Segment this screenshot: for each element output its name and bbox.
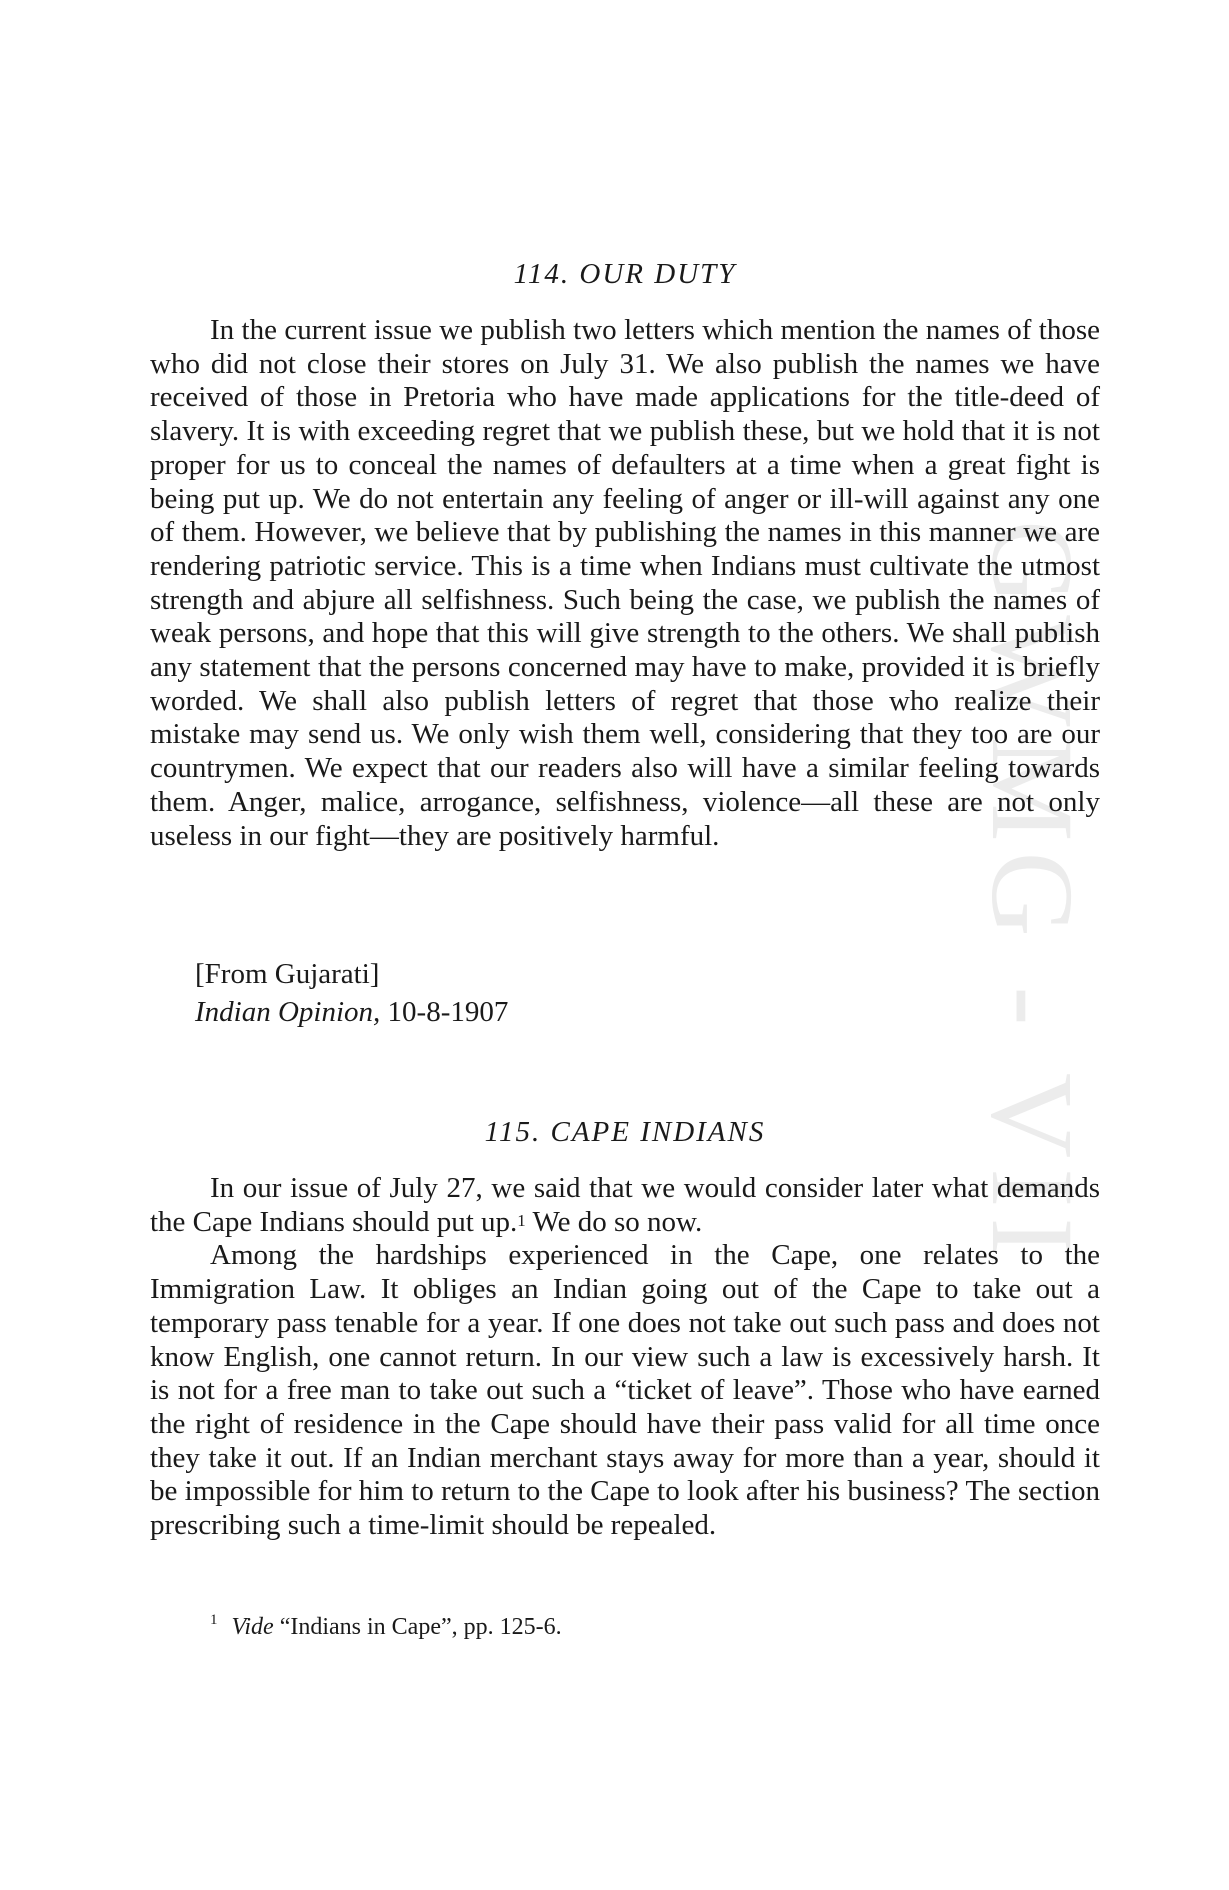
document-page xyxy=(150,0,1100,1890)
article-body-our-duty xyxy=(150,314,1100,853)
publication-date: 10-8-1907 xyxy=(387,996,509,1028)
footnote xyxy=(210,1614,562,1641)
watermark: GWMG - VII xyxy=(967,520,1098,1267)
source-line: [From Gujarati] xyxy=(195,958,380,990)
paragraph-text: In our issue of July 27, we said that we would consider later what demands the Cape Indians should put up. xyxy=(150,1172,1100,1238)
footnote-text: “Indians in Cape”, pp. 125-6. xyxy=(273,1614,562,1640)
paragraph xyxy=(150,1172,1100,1239)
paragraph: Among the hardships experienced in the Cape, one relates to the Immigration Law. It obliges an Indian going out of the Cape to take out a temporary pass tenable for a year. If one does not take out such pass and does not know English, one cannot return. In our view such a law is excessively harsh. It is not for a free man to take out such a “ticket of leave”. Those who have earned the right of residence in the Cape should have their pass valid for all time once they take it out. If an Indian merchant stays away for more than a year, should it be impossible for him to return to the Cape to look after his business? The section prescribing such a time-limit should be repealed. xyxy=(150,1239,1100,1542)
footnote-marker: 1 xyxy=(210,1612,218,1628)
footnote-vide: Vide xyxy=(231,1614,274,1640)
paragraph-text: We do so now. xyxy=(525,1205,703,1238)
article-heading-our-duty: 114. OUR DUTY xyxy=(513,258,737,290)
footnote-ref: 1 xyxy=(517,1210,526,1230)
paragraph: In the current issue we publish two letters which mention the names of those who did not close their stores on July 31. We also publish the names we have received of those in Pretoria who have made applications for the title-deed of slavery. It is with exceeding regret that we publish these, but we hold that it is not proper for us to conceal the names of defaulters at a time when a great fight is being put up. We do not entertain any feeling of anger or ill-will against any one of them. However, we believe that by publishing the names in this manner we are rendering patriotic service. This is a time when Indians must cultivate the utmost strength and abjure all selfishness. Such being the case, we publish the names of weak persons, and hope that this will give strength to the others. We shall publish any statement that the persons concerned may have to make, provided it is briefly worded. We shall also publish letters of regret that those who realize their mistake may send us. We only wish them well, considering that they too are our countrymen. We expect that our readers also will have a similar feeling towards them. Anger, malice, arrogance, selfishness, violence—all these are not only useless in our fight—they are positively harmful. xyxy=(150,314,1100,852)
publication-line xyxy=(195,996,508,1030)
article-body-cape-indians xyxy=(150,1172,1100,1543)
article-heading-cape-indians: 115. CAPE INDIANS xyxy=(484,1116,766,1148)
publication-name: Indian Opinion, xyxy=(195,996,381,1028)
